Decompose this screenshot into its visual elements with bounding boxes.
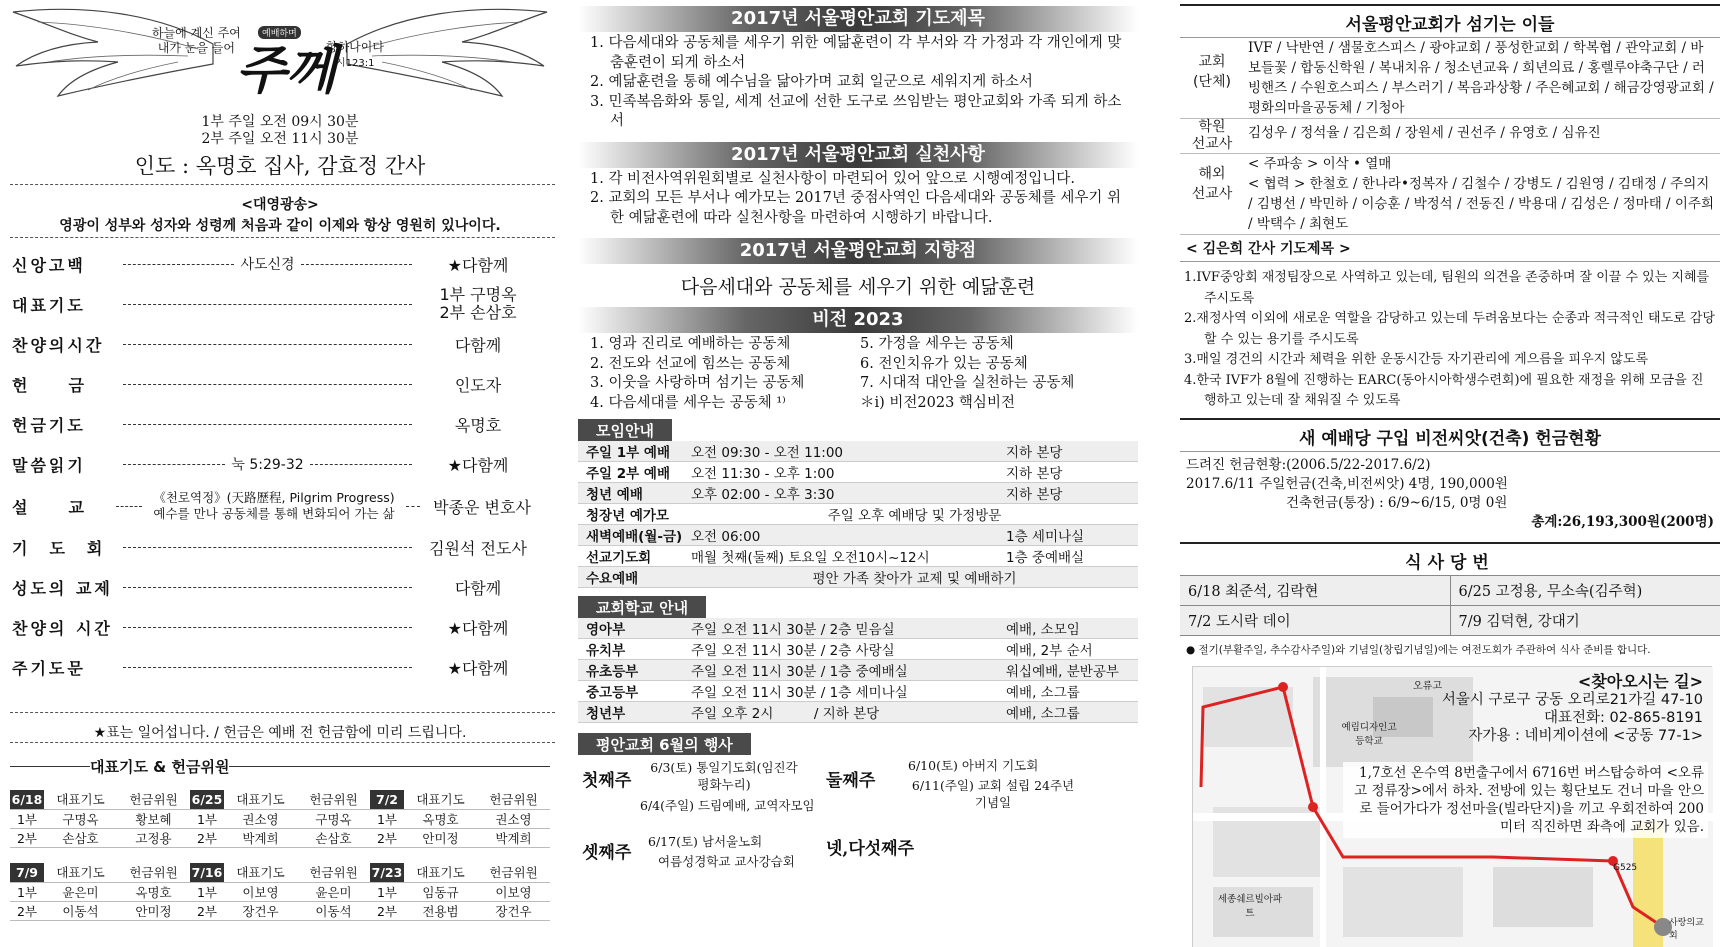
table-row	[578, 462, 1138, 483]
order-item-name: 대표기도	[12, 295, 86, 315]
order-item	[12, 444, 538, 484]
order-item	[12, 244, 538, 284]
goal-text: 다음세대와 공동체를 세우기 위한 예닮훈련	[680, 276, 1036, 298]
servers-campus-row	[1180, 119, 1720, 154]
rep-date: 7/16	[190, 863, 224, 882]
order-item	[12, 324, 538, 364]
rep-header: 대표기도	[44, 790, 117, 809]
rep-name: 임동규	[404, 882, 477, 901]
rep-name: 장건우	[224, 901, 297, 920]
offering-line: 드려진 헌금현황:(2006.5/22-2017.6/2)	[1186, 456, 1431, 473]
table-row	[578, 660, 1138, 681]
rep-service: 1부	[370, 809, 404, 828]
row-key: 주일 2부 예배	[578, 462, 683, 483]
order-item-detail: 눅 5:29-32	[231, 457, 304, 473]
table-row	[578, 504, 1138, 525]
rep-header: 대표기도	[224, 790, 297, 809]
rep-service: 1부	[370, 882, 404, 901]
meal-note: ● 절기(부활주일, 추수감사주일)와 기념일(창립기념일)에는 여전도회가 주관하여 식사 준비를 합니다.	[1186, 643, 1651, 656]
rep-service: 1부	[10, 809, 44, 828]
list-item: 2. 교회의 모든 부서나 예가모는 2017년 중점사역인 다음세대와 공동체를 세우기 위한 예닮훈련에 따라 실천사항을 마련하여 시행하기 바랍니다.	[590, 190, 1122, 226]
row-key: 청년 예배	[578, 483, 683, 504]
list-item: 3.매일 경건의 시간과 체력을 위한 운동시간등 자기관리에 게으름을 피우지 않도록	[1184, 352, 1649, 367]
row-value: 오전 11:30 - 오후 1:00	[683, 462, 998, 483]
directions-navi: 자가용 : 네비게이션에 <궁동 77-1>	[1468, 728, 1703, 744]
rep-header: 대표기도	[44, 863, 117, 882]
standing-note: ★표는 일어섭니다. / 헌금은 예배 전 헌금함에 미리 드립니다.	[93, 725, 467, 741]
order-item	[12, 647, 538, 687]
rep-service: 2부	[370, 828, 404, 847]
row-value: 주일 오전 11시 30분 / 1층 세미나실	[683, 681, 998, 702]
rep-name: 구명옥	[44, 809, 117, 828]
rep-name: 고정용	[117, 828, 190, 847]
events-box	[578, 755, 1138, 883]
order-item	[12, 404, 538, 444]
rep-name: 권소영	[477, 809, 550, 828]
row-value: 평안 가족 찾아가 교제 및 예배하기	[683, 567, 1138, 588]
rep-name: 전용범	[404, 901, 477, 920]
order-item-person: 옥명호	[454, 415, 502, 435]
order-item-name: 설 교	[12, 497, 87, 517]
row-label: 학원 선교사	[1191, 119, 1233, 152]
rep-name: 손삼호	[44, 828, 117, 847]
row-value: 주일 오전 11시 30분 / 2층 사랑실	[683, 639, 998, 660]
rep-name: 안미정	[404, 828, 477, 847]
order-item	[12, 567, 538, 607]
rep-table	[10, 790, 550, 921]
table-row	[10, 828, 550, 847]
row-place: 1층 중예배실	[998, 546, 1138, 567]
servers-church-row	[1180, 38, 1720, 119]
row-key: 영아부	[578, 618, 683, 639]
goal-title: 2017년 서울평안교회 지향점	[578, 238, 1138, 264]
vision-title: 비전 2023	[578, 307, 1138, 333]
doxology-text: 영광이 성부와 성자와 성령께 처음과 같이 이제와 항상 영원히 있나이다.	[59, 218, 501, 234]
rep-header: 헌금위원	[477, 790, 550, 809]
order-item-person: 인도자	[454, 375, 502, 395]
event-item: 6/11(주일) 교회 설립 24주년 기념일	[911, 778, 1075, 810]
directions-info	[1442, 673, 1703, 745]
logo-line-2: 내가 눈을 들어	[157, 41, 235, 55]
meal-cell: 6/25 고정용, 무소속(김주혁)	[1450, 575, 1720, 605]
rep-service: 1부	[190, 809, 224, 828]
servers-title: 서울평안교회가 섬기는 이들	[1180, 4, 1720, 38]
list-item: 1. 각 비전사역위원회별로 실천사항이 마련되어 있어 앞으로 시행예정입니다.	[590, 170, 1075, 187]
rep-date: 7/23	[370, 863, 404, 882]
table-row	[10, 809, 550, 828]
rep-header: 헌금위원	[297, 863, 370, 882]
row-value: 주일 오전 11시 30분 / 1층 중예배실	[683, 660, 998, 681]
rep-name: 윤은미	[297, 882, 370, 901]
order-item-person: ★다함께	[447, 658, 509, 678]
row-value: < 주파송 > 이삭 • 열매	[1248, 156, 1392, 172]
rep-header: 대표기도	[404, 790, 477, 809]
order-item-name: 찬양의 시간	[12, 618, 113, 638]
row-key: 선교기도회	[578, 546, 683, 567]
rep-date: 7/9	[10, 863, 44, 882]
offering-box	[1180, 452, 1720, 536]
list-item: ＊ⅰ) 비전2023 핵심비전	[860, 394, 1015, 411]
row-label: 해외 선교사	[1191, 166, 1233, 202]
rep-service: 2부	[10, 828, 44, 847]
rep-name: 구명옥	[297, 809, 370, 828]
event-item: 6/10(토) 아버지 기도회	[908, 758, 1039, 773]
prayer-list	[578, 34, 1138, 132]
order-item-name: 신앙고백	[12, 255, 86, 275]
rep-header: 대표기도	[404, 863, 477, 882]
week-label: 넷,다섯째주	[826, 839, 915, 859]
school-table	[578, 618, 1138, 723]
rep-header: 대표기도	[224, 863, 297, 882]
announcements-column	[578, 0, 1138, 947]
row-place: 워십예배, 분반공부	[998, 660, 1138, 681]
order-item-name: 기 도 회	[12, 538, 106, 558]
order-item-name: 성도의 교제	[12, 578, 113, 598]
event-item: 6/4(주일) 드림예배, 교역자모임	[640, 798, 815, 813]
meal-table	[1180, 575, 1720, 636]
row-key: 수요예배	[578, 567, 683, 588]
event-item: 6/3(토) 통일기도회(임진각 평화누리)	[650, 760, 798, 792]
row-key: 청년부	[578, 702, 683, 723]
map-label: G525	[1613, 863, 1638, 873]
row-value: 김성우 / 정석율 / 김은희 / 장원세 / 권선주 / 유영호 / 심유진	[1248, 125, 1601, 141]
table-row	[578, 567, 1138, 588]
rep-name: 이동석	[297, 901, 370, 920]
rep-title-text: 대표기도 & 헌금위원	[90, 758, 230, 776]
list-item: 4.한국 IVF가 8월에 진행하는 EARC(동아시아학생수련회)에 필요한 재정을 위해 모금을 진행하고 있는데 잘 채워질 수 있도록	[1184, 372, 1704, 408]
table-row	[578, 546, 1138, 567]
week-label: 셋째주	[582, 843, 632, 863]
rep-header: 헌금위원	[117, 790, 190, 809]
logo-line-3: 향하나이다	[326, 40, 384, 54]
rep-name: 이보영	[224, 882, 297, 901]
order-of-worship-column	[0, 0, 560, 947]
event-item: 여름성경학교 교사강습회	[658, 854, 795, 869]
list-item: 1. 영과 진리로 예배하는 공동체	[590, 336, 791, 352]
prayer-title: 2017년 서울평안교회 기도제목	[578, 6, 1138, 32]
table-row	[578, 681, 1138, 702]
map-label: 세종쉐르빌아파트	[1217, 894, 1283, 919]
rep-name: 안미정	[117, 901, 190, 920]
list-item: 2.재정사역 이외에 새로운 역할을 감당하고 있는데 두려움보다는 순종과 적극적인 태도로 감당할 수 있는 용기를 주시도록	[1184, 311, 1715, 347]
row-key: 청장년 예가모	[578, 504, 683, 525]
logo-line-1: 하늘에 계신 주여	[152, 26, 241, 40]
table-row	[10, 901, 550, 920]
directions-phone: 대표전화: 02-865-8191	[1543, 710, 1703, 726]
list-item: 2. 예닮훈련을 통해 예수님을 닮아가며 교회 일군으로 세워지게 하소서	[590, 74, 1033, 90]
rep-name: 윤은미	[44, 882, 117, 901]
order-item-person: ★다함께	[447, 618, 509, 638]
logo-tag: 예배하며	[258, 26, 301, 39]
kim-list	[1180, 262, 1720, 416]
map-label: 사랑의교회	[1669, 918, 1704, 941]
offering-title: 새 예배당 구입 비전씨앗(건축) 헌금현황	[1180, 418, 1720, 452]
rep-name: 박계희	[224, 828, 297, 847]
rep-name: 손삼호	[297, 828, 370, 847]
offering-line: 2017.6/11 주일헌금(건축,비전씨앗) 4명, 190,000원	[1186, 475, 1508, 492]
rep-service: 1부	[10, 882, 44, 901]
row-place: 예배, 2부 순서	[998, 639, 1138, 660]
rep-name: 옥명호	[117, 882, 190, 901]
table-row	[578, 525, 1138, 546]
servers-overseas-row	[1180, 154, 1720, 235]
table-row	[578, 618, 1138, 639]
row-place: 지하 본당	[998, 441, 1138, 462]
ministry-column	[1180, 0, 1720, 947]
order-item-detail: 《천로역정》(天路歷程, Pilgrim Progress) 예수를 만나 공동체를 통해 변화되어 가는 삶	[153, 490, 395, 521]
vision-list	[578, 335, 1138, 419]
order-item	[12, 607, 538, 647]
order-item-name: 주기도문	[12, 658, 86, 678]
rep-title	[10, 756, 550, 777]
offering-line: 건축헌금(통장) : 6/9~6/15, 0명 0원	[1286, 494, 1508, 511]
directions-address: 서울시 구로구 궁동 오리로21가길 47-10	[1441, 692, 1703, 708]
order-item-person: 다함께	[454, 335, 502, 355]
order-item	[12, 364, 538, 404]
row-key: 유치부	[578, 639, 683, 660]
directions-route: 1,7호선 온수역 8번출구에서 6716번 버스탑승하여 <오류고 정류장>에서 하차. 전방에 있는 횡단보도 건너 마을 안으로 들어가다가 정선마을(빌라단지)을 끼고 우회전하여 200미터 직진하면 좌측에 교회가 있음.	[1343, 762, 1708, 838]
row-key: 주일 1부 예배	[578, 441, 683, 462]
meetings-title: 모임안내	[578, 419, 672, 441]
list-item: 2. 전도와 선교에 힘쓰는 공동체	[590, 355, 791, 372]
table-row	[10, 882, 550, 901]
rep-date: 6/18	[10, 790, 44, 809]
school-title: 교회학교 안내	[578, 596, 706, 618]
rep-name: 권소영	[224, 809, 297, 828]
row-place: 1층 세미나실	[998, 525, 1138, 546]
service-time-2: 2부 주일 오전 11시 30분	[201, 131, 359, 147]
order-item-person: 박종운 변호사	[433, 497, 531, 517]
order-item-name: 헌금기도	[12, 415, 86, 435]
row-value: 오후 02:00 - 오후 3:30	[683, 483, 998, 504]
rep-header: 헌금위원	[477, 863, 550, 882]
row-place: 예배, 소그룹	[998, 702, 1138, 723]
meal-cell: 7/2 도시락 데이	[1180, 605, 1450, 635]
row-value: IVF / 낙반연 / 샘물호스피스 / 광야교회 / 풍성한교회 / 학복협 / 관악교회 / 바보들꽃 / 합동신학원 / 복내치유 / 청소년교육 / 희년의료 / 홍렐루야축구단 / 러빙핸즈 / 수원호스피스 / 부스러기 / 복음과상황 / 주은혜교회 / 해금강영광교회 / 평화의마을공동체 / 기청아	[1248, 40, 1714, 116]
rep-date: 6/25	[190, 790, 224, 809]
order-item	[12, 484, 538, 528]
directions-title: <찾아오시는 길>	[1577, 672, 1703, 691]
service-time-1: 1부 주일 오전 09시 30분	[201, 114, 359, 130]
meetings-table	[578, 441, 1138, 588]
order-item-name: 말씀읽기	[12, 455, 86, 475]
doxology-title: <대영광송>	[241, 197, 319, 213]
table-row	[10, 790, 550, 809]
table-row	[10, 863, 550, 882]
rep-header: 헌금위원	[297, 790, 370, 809]
row-value: 오전 09:30 - 오전 11:00	[683, 441, 998, 462]
list-item: 7. 시대적 대안을 실천하는 공동체	[860, 375, 1075, 391]
list-item: 5. 가정을 세우는 공동체	[860, 336, 1014, 352]
row-label: 교회 (단체)	[1193, 54, 1231, 90]
rep-service: 2부	[190, 828, 224, 847]
divider	[10, 237, 555, 238]
meal-title: 식사당번	[1180, 542, 1720, 575]
row-value: 매월 첫째(둘째) 토요일 오전10시~12시	[683, 546, 998, 567]
rep-service: 1부	[190, 882, 224, 901]
rep-name: 옥명호	[404, 809, 477, 828]
order-item-person: ★다함께	[447, 255, 509, 275]
kim-title: < 김은희 간사 기도제목 >	[1180, 235, 1720, 262]
rep-header: 헌금위원	[117, 863, 190, 882]
table-row	[578, 639, 1138, 660]
table-row	[578, 441, 1138, 462]
list-item: 3. 이웃을 사랑하며 섬기는 공동체	[590, 375, 805, 391]
meal-cell: 6/18 최준석, 김락현	[1180, 575, 1450, 605]
order-item-name: 헌 금	[12, 375, 87, 395]
order-item-name: 찬양의시간	[12, 335, 105, 355]
worship-leaders: 인도 : 옥명호 집사, 감효정 간사	[134, 154, 426, 178]
rep-name: 장건우	[477, 901, 550, 920]
divider	[10, 184, 555, 185]
logo-reference: 시123:1	[336, 58, 375, 69]
row-key: 새벽예배(월-금)	[578, 525, 683, 546]
event-item: 6/17(토) 남서울노회	[648, 834, 763, 849]
order-item-person: 1부 구명옥 2부 손삼호	[439, 285, 517, 322]
rep-service: 2부	[10, 901, 44, 920]
logo-title: 주께	[236, 40, 337, 101]
row-key: 유초등부	[578, 660, 683, 681]
week-label: 둘째주	[826, 771, 876, 791]
row-value: 주일 오후 2시 / 지하 본당	[683, 702, 998, 723]
order-item-person: ★다함께	[447, 455, 509, 475]
row-value: 오전 06:00	[683, 525, 998, 546]
row-place: 지하 본당	[998, 462, 1138, 483]
practice-title: 2017년 서울평안교회 실천사항	[578, 142, 1138, 168]
directions-map	[1192, 666, 1712, 947]
offering-total: 총계:26,193,300원(200명)	[1531, 513, 1714, 530]
rep-date: 7/2	[370, 790, 404, 809]
order-item-detail: 사도신경	[240, 257, 295, 273]
row-value: 주일 오전 11시 30분 / 2층 믿음실	[683, 618, 998, 639]
map-label: 예림디자인고등학교	[1341, 722, 1397, 747]
events-title: 평안교회 6월의 행사	[578, 733, 751, 755]
list-item: 6. 전인치유가 있는 공동체	[860, 355, 1028, 372]
rep-name: 이동석	[44, 901, 117, 920]
week-label: 첫째주	[582, 771, 632, 791]
row-place: 예배, 소그룹	[998, 681, 1138, 702]
row-value: < 협력 > 한철호 / 한나라•정복자 / 김철수 / 강병도 / 김원영 / 김태정 / 주의지 / 김병선 / 박민하 / 이승훈 / 박정석 / 전동진 / 박용대 / 김성은 / 정마태 / 이주희 / 박택수 / 최현도	[1248, 176, 1714, 232]
rep-name: 황보혜	[117, 809, 190, 828]
practice-list	[578, 170, 1138, 229]
rep-name: 박계희	[477, 828, 550, 847]
meal-cell: 7/9 김덕현, 강대기	[1450, 605, 1720, 635]
order-item	[12, 284, 538, 324]
table-row	[578, 702, 1138, 723]
rep-service: 2부	[190, 901, 224, 920]
rep-service: 2부	[370, 901, 404, 920]
row-value: 주일 오후 예배당 및 가정방문	[683, 504, 1138, 525]
order-item	[12, 527, 538, 567]
rep-name: 이보영	[477, 882, 550, 901]
row-place: 예배, 소모임	[998, 618, 1138, 639]
header-logo	[0, 0, 560, 112]
list-item: 1. 다음세대와 공동체를 세우기 위한 예닮훈련이 각 부서와 각 가정과 각 개인에게 맞춤훈련이 되게 하소서	[590, 35, 1122, 71]
row-place: 지하 본당	[998, 483, 1138, 504]
order-item-person: 다함께	[454, 578, 502, 598]
map-label: 오류고	[1413, 681, 1442, 692]
order-item-person: 김원석 전도사	[429, 538, 527, 558]
row-key: 중고등부	[578, 681, 683, 702]
list-item: 3. 민족복음화와 통일, 세계 선교에 선한 도구로 쓰임받는 평안교회와 가족 되게 하소서	[590, 93, 1122, 129]
list-item: 4. 다음세대를 세우는 공동체 ¹⁾	[590, 394, 786, 411]
list-item: 1.IVF중앙회 재정팀장으로 사역하고 있는데, 팀원의 의견을 존중하며 잘 이끌 수 있는 지혜를 주시도록	[1184, 270, 1710, 306]
table-row	[578, 483, 1138, 504]
